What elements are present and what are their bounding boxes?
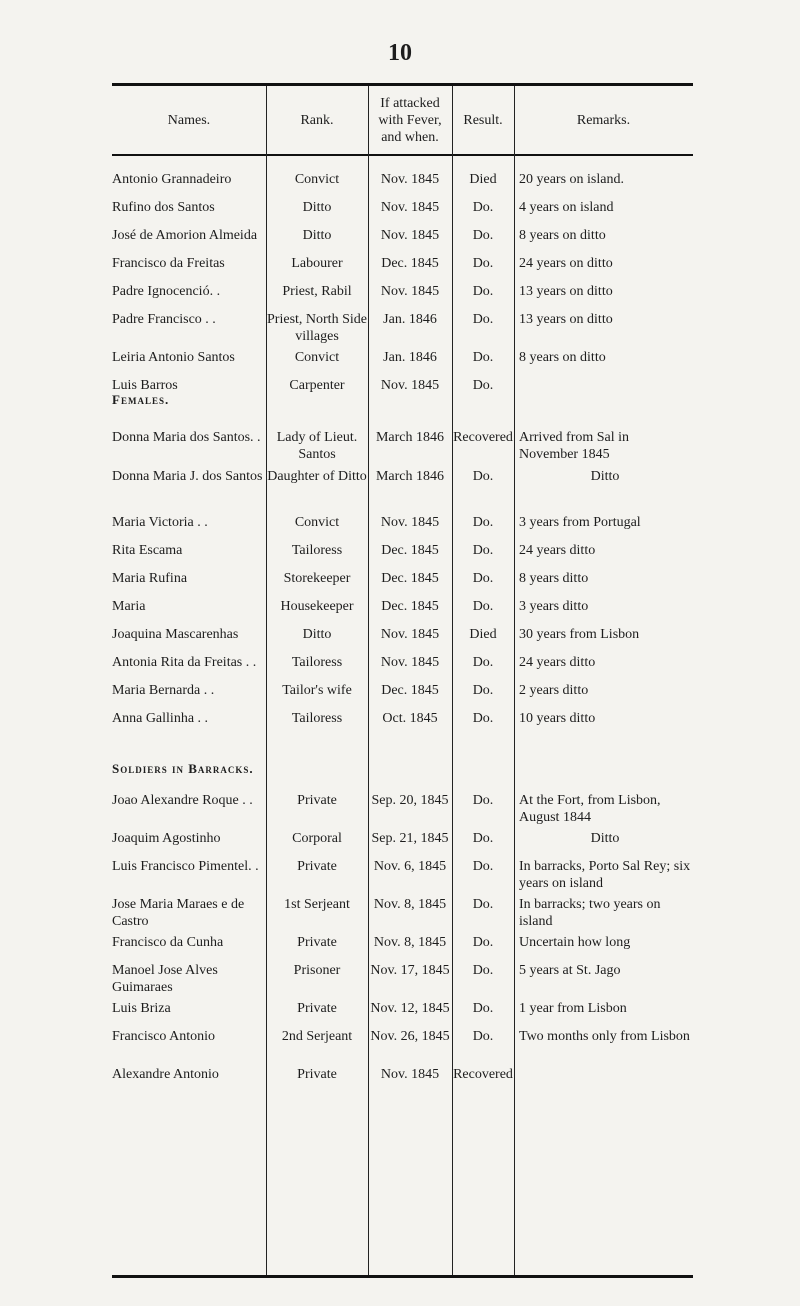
cell-when: Nov. 8, 1845: [373, 935, 447, 950]
cell-when: Nov. 6, 1845: [373, 859, 447, 874]
cell-name: Joaquina Mascarenhas: [112, 627, 239, 642]
cell-when: Nov. 1845: [380, 515, 440, 530]
cell-when: March 1846: [375, 430, 445, 445]
cell-rank: Tailoress: [291, 711, 343, 726]
cell-remarks: 24 years ditto: [519, 655, 596, 670]
cell-result: Do.: [472, 312, 494, 327]
cell-result: Do.: [472, 683, 494, 698]
cell-rank: Storekeeper: [283, 571, 351, 586]
cell-when: Nov. 17, 1845: [370, 963, 450, 978]
cell-remarks: 13 years on ditto: [519, 284, 613, 299]
cell-remarks: 8 years on ditto: [519, 228, 606, 243]
cell-name: Alexandre Antonio: [112, 1067, 219, 1082]
cell-result: Do.: [472, 859, 494, 874]
cell-remarks: 4 years on island: [519, 200, 614, 215]
cell-when: Nov. 1845: [380, 655, 440, 670]
cell-remarks: Two months only from Lisbon: [519, 1029, 690, 1044]
cell-name: Maria Victoria . .: [112, 515, 208, 530]
cell-remarks: 8 years ditto: [519, 571, 589, 586]
cell-rank: Convict: [294, 350, 340, 365]
cell-rank: Private: [297, 793, 337, 808]
cell-result: Do.: [472, 200, 494, 215]
cell-rank: Priest, North Side villages: [267, 312, 367, 344]
cell-result: Do.: [472, 599, 494, 614]
cell-name: Rita Escama: [112, 543, 183, 558]
cell-remarks: 5 years at St. Jago: [519, 963, 621, 978]
cell-result: Do.: [472, 831, 494, 846]
cell-remarks: 24 years ditto: [519, 543, 596, 558]
cell-result: Do.: [472, 711, 494, 726]
cell-name: Joaquim Agostinho: [112, 831, 221, 846]
cell-remarks: 10 years ditto: [519, 711, 596, 726]
cell-result: Recovered: [453, 1067, 513, 1082]
cell-result: Do.: [472, 350, 494, 365]
column-divider: [514, 86, 515, 1275]
cell-result: Do.: [472, 256, 494, 271]
cell-rank: Private: [297, 1067, 337, 1082]
cell-remarks: 24 years on ditto: [519, 256, 613, 271]
cell-when: Nov. 1845: [380, 172, 440, 187]
header-attacked: If attacked with Fever, and when.: [378, 95, 442, 145]
cell-rank: Convict: [294, 515, 340, 530]
cell-name: Francisco da Freitas: [112, 256, 225, 271]
cell-result: Died: [469, 172, 497, 187]
cell-rank: Private: [297, 859, 337, 874]
cell-name: Joao Alexandre Roque . .: [112, 793, 253, 808]
cell-remarks: In barracks; two years on island: [519, 897, 661, 929]
cell-result: Do.: [472, 571, 494, 586]
cell-when: Nov. 1845: [380, 378, 440, 393]
page-number: 10: [388, 40, 412, 66]
cell-result: Do.: [472, 655, 494, 670]
header-rule: [112, 154, 693, 156]
cell-when: Nov. 26, 1845: [370, 1029, 450, 1044]
header-remarks: Remarks.: [576, 112, 631, 128]
cell-when: Nov. 12, 1845: [370, 1001, 450, 1016]
cell-rank: Tailoress: [291, 543, 343, 558]
cell-rank: Private: [297, 935, 337, 950]
cell-name: Manoel Jose Alves Guimaraes: [112, 963, 218, 995]
cell-result: Do.: [472, 1001, 494, 1016]
cell-result: Recovered: [453, 430, 513, 445]
cell-rank: Ditto: [302, 228, 332, 243]
cell-remarks: 3 years from Portugal: [519, 515, 641, 530]
cell-name: Jose Maria Maraes e de Castro: [112, 897, 245, 929]
cell-name: Rufino dos Santos: [112, 200, 215, 215]
cell-result: Do.: [472, 935, 494, 950]
cell-result: Do.: [472, 793, 494, 808]
cell-remarks: 30 years from Lisbon: [519, 627, 640, 642]
cell-rank: 1st Serjeant: [284, 897, 350, 912]
cell-name: Donna Maria J. dos Santos: [112, 469, 263, 484]
section-heading-soldiers: Soldiers in Barracks.: [112, 761, 254, 776]
cell-rank: Ditto: [302, 627, 332, 642]
cell-remarks: Uncertain how long: [519, 935, 631, 950]
cell-rank: Prisoner: [293, 963, 341, 978]
cell-result: Do.: [472, 515, 494, 530]
cell-rank: Housekeeper: [280, 599, 354, 614]
fever-register-table: [112, 83, 693, 1278]
cell-when: Dec. 1845: [381, 683, 439, 698]
cell-name: Antonio Grannadeiro: [112, 172, 232, 187]
cell-result: Do.: [472, 284, 494, 299]
cell-result: Do.: [472, 1029, 494, 1044]
cell-rank: Lady of Lieut. Santos: [276, 430, 358, 462]
cell-when: Dec. 1845: [381, 543, 439, 558]
cell-when: Dec. 1845: [381, 599, 439, 614]
cell-name: Francisco Antonio: [112, 1029, 216, 1044]
cell-remarks: 20 years on island.: [519, 172, 624, 187]
cell-rank: Private: [297, 1001, 337, 1016]
cell-remarks: 8 years on ditto: [519, 350, 606, 365]
cell-name: Maria Bernarda . .: [112, 683, 215, 698]
cell-name: Anna Gallinha . .: [112, 711, 209, 726]
cell-result: Do.: [472, 469, 494, 484]
cell-rank: 2nd Serjeant: [281, 1029, 353, 1044]
cell-rank: Tailoress: [291, 655, 343, 670]
header-result: Result.: [463, 112, 503, 128]
cell-rank: Carpenter: [289, 378, 345, 393]
cell-name: Luis Briza: [112, 1001, 171, 1016]
cell-when: Nov. 8, 1845: [373, 897, 447, 912]
section-heading-females: Females.: [112, 392, 170, 407]
cell-when: Jan. 1846: [383, 312, 437, 327]
cell-remarks: In barracks, Porto Sal Rey; six years on island: [519, 859, 691, 891]
cell-name: Padre Ignocenció. .: [112, 284, 221, 299]
header-rank: Rank.: [300, 112, 334, 128]
cell-rank: Ditto: [302, 200, 332, 215]
cell-name: Maria: [112, 599, 146, 614]
cell-name: Donna Maria dos Santos. .: [112, 430, 261, 445]
cell-when: Dec. 1845: [381, 256, 439, 271]
cell-when: Dec. 1845: [381, 571, 439, 586]
cell-when: Jan. 1846: [383, 350, 437, 365]
cell-when: Nov. 1845: [380, 1067, 440, 1082]
cell-when: Nov. 1845: [380, 228, 440, 243]
cell-name: Luis Francisco Pimentel. .: [112, 859, 259, 874]
cell-remarks: 3 years ditto: [519, 599, 589, 614]
cell-remarks: 13 years on ditto: [519, 312, 613, 327]
cell-when: Sep. 21, 1845: [371, 831, 449, 846]
cell-rank: Tailor's wife: [282, 683, 352, 698]
cell-remarks: 2 years ditto: [519, 683, 589, 698]
cell-rank: Corporal: [292, 831, 342, 846]
cell-remarks: 1 year from Lisbon: [519, 1001, 627, 1016]
table-bottom-rule: [112, 1275, 693, 1278]
cell-when: Nov. 1845: [380, 200, 440, 215]
cell-rank: Convict: [294, 172, 340, 187]
cell-name: Luis Barros: [112, 378, 178, 393]
cell-name: Leiria Antonio Santos: [112, 350, 235, 365]
cell-when: Oct. 1845: [382, 711, 438, 726]
cell-name: Padre Francisco . .: [112, 312, 216, 327]
cell-remarks: Arrived from Sal in November 1845: [519, 430, 630, 462]
cell-when: Sep. 20, 1845: [371, 793, 449, 808]
cell-rank: Priest, Rabil: [282, 284, 352, 299]
cell-result: Died: [469, 627, 497, 642]
cell-result: Do.: [472, 378, 494, 393]
cell-when: Nov. 1845: [380, 284, 440, 299]
cell-name: Antonia Rita da Freitas . .: [112, 655, 257, 670]
header-names: Names.: [167, 112, 211, 128]
cell-result: Do.: [472, 228, 494, 243]
cell-result: Do.: [472, 543, 494, 558]
cell-result: Do.: [472, 897, 494, 912]
cell-remarks: Ditto: [590, 469, 620, 484]
cell-name: José de Amorion Almeida: [112, 228, 258, 243]
cell-rank: Labourer: [291, 256, 343, 271]
cell-result: Do.: [472, 963, 494, 978]
cell-when: March 1846: [375, 469, 445, 484]
cell-remarks: Ditto: [590, 831, 620, 846]
cell-rank: Daughter of Ditto: [267, 469, 367, 484]
cell-remarks: At the Fort, from Lisbon, August 1844: [519, 793, 661, 825]
cell-name: Maria Rufina: [112, 571, 188, 586]
cell-when: Nov. 1845: [380, 627, 440, 642]
cell-name: Francisco da Cunha: [112, 935, 224, 950]
